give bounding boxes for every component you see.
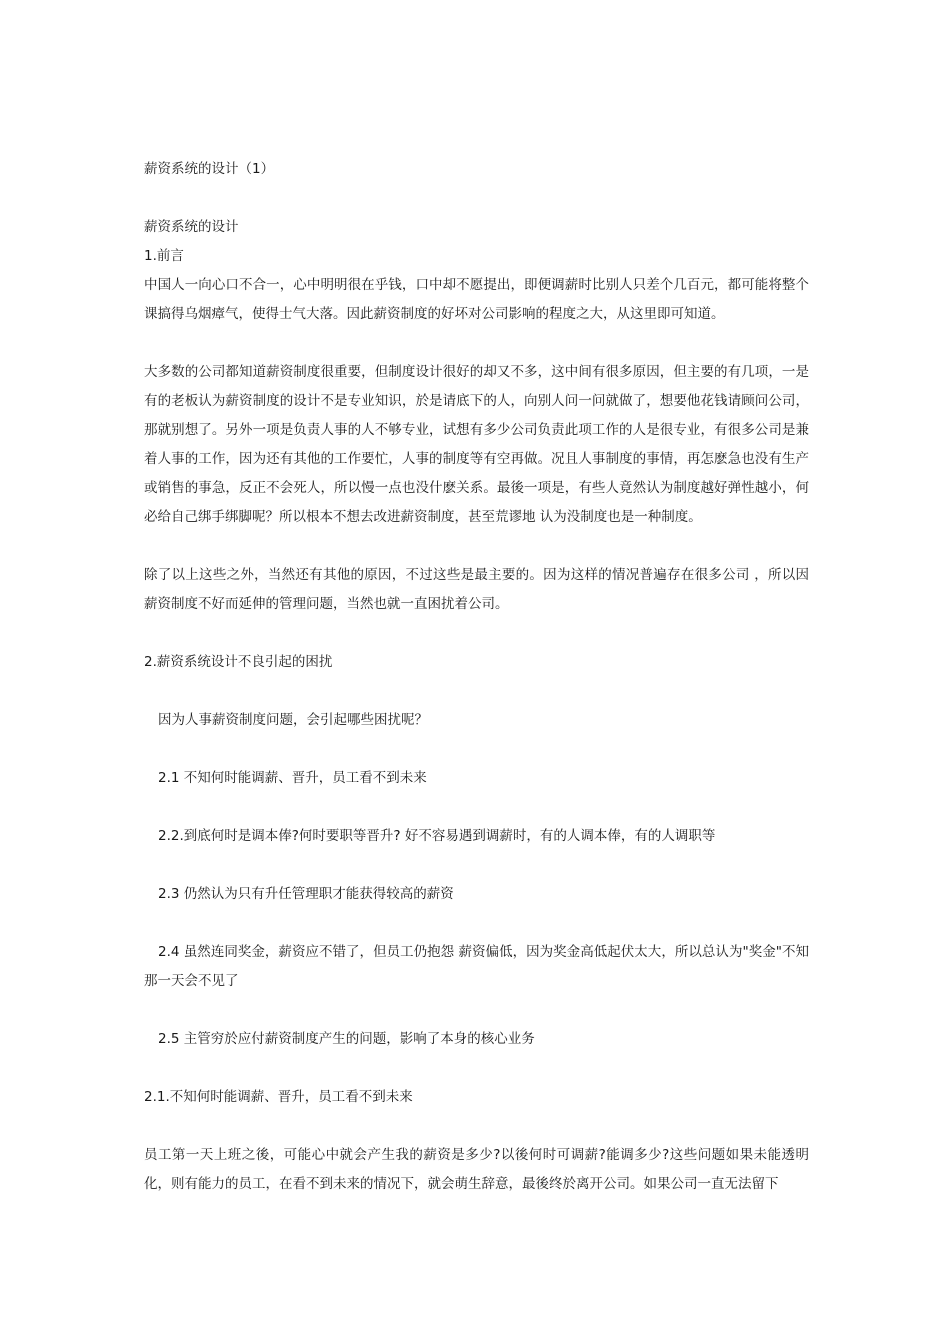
section-2-heading: 2.薪资系统设计不良引起的困扰	[144, 654, 333, 670]
paragraph-2: 大多数的公司都知道薪资制度很重要，但制度设计很好的却又不多，这中间有很多原因，但主要的有几项，一是有的老板认为薪资制度的设计不是专业知识，於是请底下的人，向别人问一问就做了，想要他花钱请顾问公司，那就别想了。另外一项是负责人事的人不够专业，试想有多少公司负责此项工作的人是很专业，有很多公司是兼着人事的工作，因为还有其他的工作要忙，人事的制度等有空再做。况且人事制度的事情，再怎麽急也没有生产或销售的事急，反正不会死人，所以慢一点也没什麽关系。最後一项是，有些人竟然认为制度越好弹性越小，何必给自己绑手绑脚呢？所以根本不想去改进薪资制度，甚至荒谬地 认为没制度也是一种制度。	[144, 364, 809, 525]
subsection-2-1-heading: 2.1.不知何时能调薪、晋升，员工看不到未来	[144, 1089, 413, 1105]
list-item-2-4: 2.4 虽然连同奖金，薪资应不错了，但员工仍抱怨 薪资偏低，因为奖金高低起伏太大，所以总认为"奖金"不知那一天会不见了	[144, 944, 809, 989]
list-item-2-2: 2.2.到底何时是调本俸?何时要职等晋升? 好不容易遇到调薪时，有的人调本俸，有的人调职等	[158, 828, 716, 844]
document-title: 薪资系统的设计（1）	[144, 161, 275, 177]
paragraph-3: 除了以上这些之外，当然还有其他的原因，不过这些是最主要的。因为这样的情况普遍存在很多公司 ，所以因薪资制度不好而延伸的管理问题，当然也就一直困扰着公司。	[144, 567, 809, 612]
section-1-heading: 1.前言	[144, 248, 184, 264]
document-heading: 薪资系统的设计	[144, 219, 239, 235]
intro-question: 因为人事薪资制度问题，会引起哪些困扰呢？	[158, 712, 428, 728]
list-item-2-5: 2.5 主管穷於应付薪资制度产生的问题，影响了本身的核心业务	[158, 1031, 535, 1047]
document-page	[144, 155, 809, 1199]
paragraph-4: 员工第一天上班之後，可能心中就会产生我的薪资是多少?以後何时可调薪?能调多少?这些问题如果未能透明化，则有能力的员工，在看不到未来的情况下，就会萌生辞意，最後终於离开公司。如果公司一直无法留下	[144, 1147, 809, 1192]
list-item-2-3: 2.3 仍然认为只有升任管理职才能获得较高的薪资	[158, 886, 454, 902]
list-item-2-1: 2.1 不知何时能调薪、晋升，员工看不到未来	[158, 770, 427, 786]
paragraph-1: 中国人一向心口不合一，心中明明很在乎钱，口中却不愿提出，即便调薪时比别人只差个几百元，都可能将整个课搞得乌烟瘴气，使得士气大落。因此薪资制度的好坏对公司影响的程度之大，从这里即可知道。	[144, 277, 809, 322]
